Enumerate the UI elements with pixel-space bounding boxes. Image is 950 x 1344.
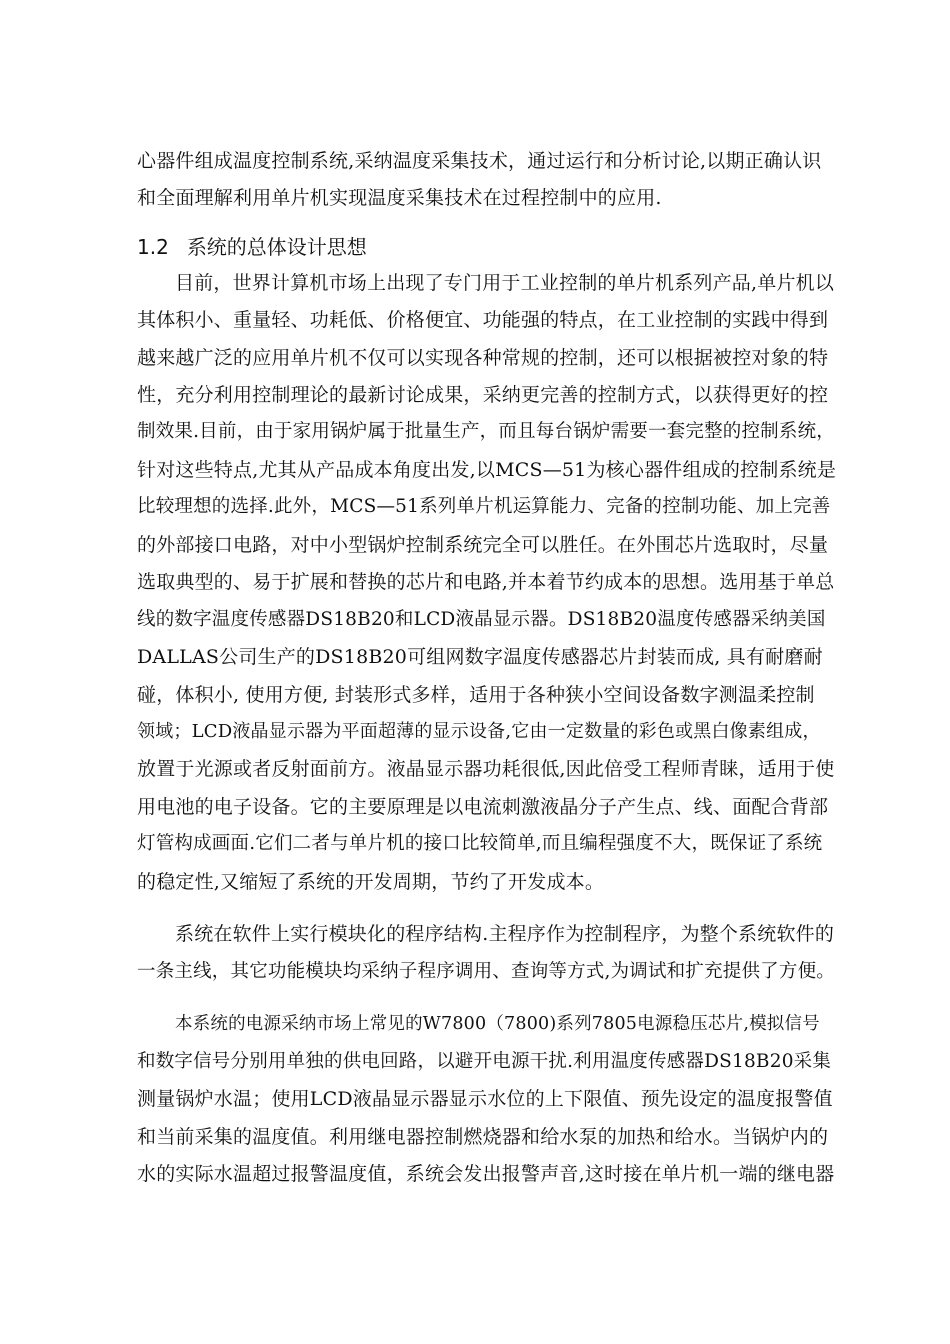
- paragraph-line: 其体积小、重量轻、功耗低、价格便宜、功能强的特点，在工业控制的实践中得到: [137, 309, 829, 331]
- paragraph-line: 领域；LCD液晶显示器为平面超薄的显示设备,它由一定数量的彩色或黑白像素组成，: [137, 721, 821, 742]
- intro-line: 和全面理解利用单片机实现温度采集技术在过程控制中的应用.: [137, 187, 662, 209]
- intro-line: 心器件组成温度控制系统,采纳温度采集技术，通过运行和分析讨论,以期正确认识: [137, 150, 822, 172]
- paragraph-line: 测量锅炉水温；使用LCD液晶显示器显示水位的上下限值、预先设定的温度报警值: [137, 1088, 833, 1110]
- paragraph-line: 性，充分利用控制理论的最新讨论成果，采纳更完善的控制方式，以获得更好的控: [137, 384, 829, 406]
- section-heading: [137, 234, 367, 260]
- paragraph-line: 目前，世界计算机市场上出现了专门用于工业控制的单片机系列产品,单片机以: [175, 272, 835, 294]
- paragraph-line: 比较理想的选择.此外，MCS—51系列单片机运算能力、完备的控制功能、加上完善: [137, 496, 831, 517]
- paragraph-line: 灯管构成画面.它们二者与单片机的接口比较简单,而且编程强度不大，既保证了系统: [137, 833, 823, 854]
- paragraph-line: 选取典型的、易于扩展和替换的芯片和电路,并本着节约成本的思想。选用基于单总: [137, 571, 835, 593]
- paragraph-line: 制效果.目前，由于家用锅炉属于批量生产，而且每台锅炉需要一套完整的控制系统，: [137, 421, 835, 442]
- paragraph-line: 和数字信号分别用单独的供电回路，以避开电源干扰.利用温度传感器DS18B20采集: [137, 1051, 832, 1072]
- paragraph-line: 的稳定性,又缩短了系统的开发周期，节约了开发成本。: [137, 871, 605, 893]
- paragraph-line: 系统在软件上实行模块化的程序结构.主程序作为控制程序，为整个系统软件的: [175, 923, 835, 945]
- paragraph-line: 越来越广泛的应用单片机不仅可以实现各种常规的控制，还可以根据被控对象的特: [137, 347, 829, 369]
- paragraph-line: 的外部接口电路，对中小型锅炉控制系统完全可以胜任。在外围芯片选取时，尽量: [137, 534, 829, 556]
- paragraph-line: 用电池的电子设备。它的主要原理是以电流刺激液晶分子产生点、线、面配合背部: [137, 796, 829, 818]
- paragraph-line: 针对这些特点,尤其从产品成本角度出发,以MCS—51为核心器件组成的控制系统是: [137, 459, 837, 481]
- paragraph-line: 和当前采集的温度值。利用继电器控制燃烧器和给水泵的加热和给水。当锅炉内的: [137, 1126, 829, 1148]
- section-number: 1.2: [137, 235, 169, 259]
- paragraph-line: 水的实际水温超过报警温度值，系统会发出报警声音,这时接在单片机一端的继电器: [137, 1163, 835, 1185]
- paragraph-line: 本系统的电源采纳市场上常见的W7800（7800)系列7805电源稳压芯片,模拟信号: [175, 1014, 820, 1034]
- paragraph-line: DALLAS公司生产的DS18B20可组网数字温度传感器芯片封装而成, 具有耐磨耐: [137, 646, 823, 668]
- paragraph-line: 一条主线，其它功能模块均采纳子程序调用、查询等方式,为调试和扩充提供了方便。: [137, 961, 835, 982]
- paragraph-line: 线的数字温度传感器DS18B20和LCD液晶显示器。DS18B20温度传感器采纳美国: [137, 609, 826, 630]
- paragraph-line: 放置于光源或者反射面前方。液晶显示器功耗很低,因此倍受工程师青睐，适用于使: [137, 758, 835, 780]
- paragraph-line: 碰，体积小, 使用方便, 封装形式多样，适用于各种狭小空间设备数字测温柔控制: [137, 684, 815, 706]
- section-title: 系统的总体设计思想: [186, 235, 367, 259]
